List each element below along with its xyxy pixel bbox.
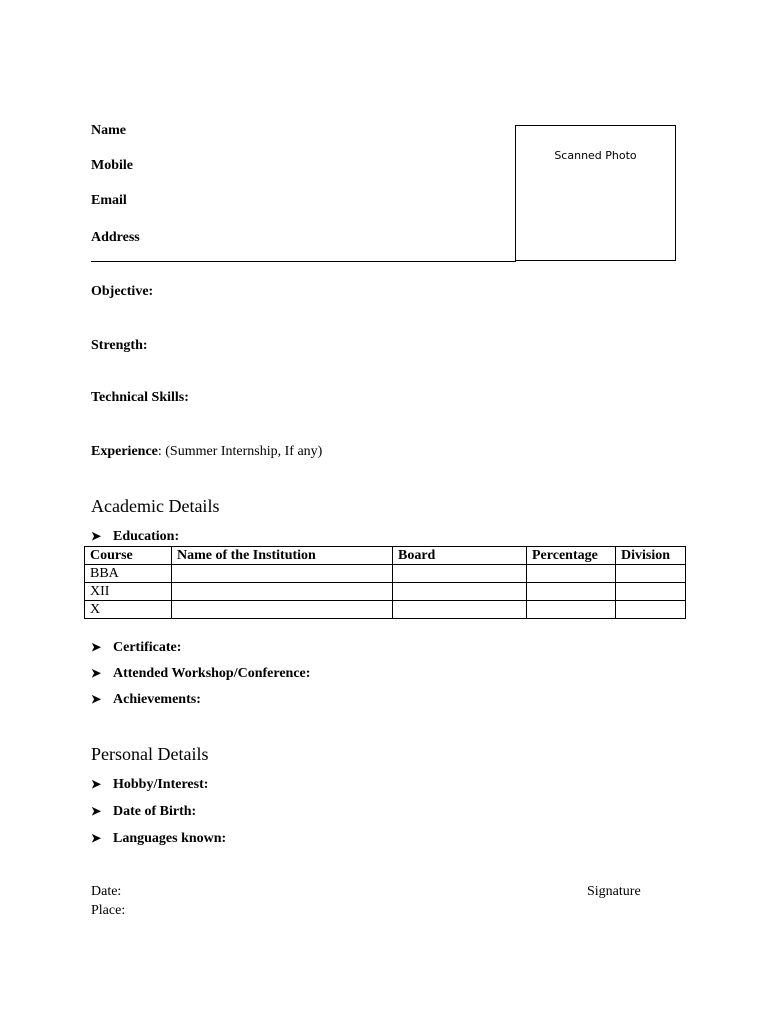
workshop-item (91, 666, 310, 682)
scanned-photo-box (515, 125, 676, 261)
education-label: Education: (113, 529, 180, 544)
table-cell (172, 583, 393, 601)
personal-details-heading: Personal Details (91, 744, 209, 764)
table-cell (393, 601, 527, 619)
column-header-percentage: Percentage (527, 547, 616, 565)
column-header-division: Division (616, 547, 686, 565)
mobile-label: Mobile (91, 158, 133, 173)
table-cell (527, 565, 616, 583)
table-row (85, 601, 686, 619)
arrow-bullet-icon: ➤ (91, 666, 102, 680)
name-label: Name (91, 123, 126, 138)
languages-item (91, 831, 226, 847)
table-cell (172, 601, 393, 619)
table-cell (616, 583, 686, 601)
column-header-institution: Name of the Institution (172, 547, 393, 565)
workshop-label: Attended Workshop/Conference: (113, 666, 311, 681)
technical-skills-label: Technical Skills: (91, 390, 189, 405)
table-cell (616, 565, 686, 583)
hobby-item (91, 777, 208, 793)
place-label: Place: (91, 903, 126, 918)
address-label: Address (91, 230, 140, 245)
table-cell (172, 565, 393, 583)
arrow-bullet-icon: ➤ (91, 529, 102, 543)
academic-details-heading: Academic Details (91, 496, 220, 516)
table-cell (393, 583, 527, 601)
column-header-course: Course (85, 547, 172, 565)
table-cell (527, 583, 616, 601)
experience-line (91, 444, 322, 460)
table-row (85, 565, 686, 583)
experience-label: Experience (91, 444, 158, 459)
table-header-row (85, 547, 686, 565)
table-cell: XII (85, 583, 172, 601)
languages-label: Languages known: (113, 831, 227, 846)
arrow-bullet-icon: ➤ (91, 640, 102, 654)
certificate-item (91, 640, 181, 656)
header-divider (91, 261, 516, 262)
certificate-label: Certificate: (113, 640, 182, 655)
table-cell: BBA (85, 565, 172, 583)
hobby-label: Hobby/Interest: (113, 777, 209, 792)
table-cell (527, 601, 616, 619)
arrow-bullet-icon: ➤ (91, 692, 102, 706)
arrow-bullet-icon: ➤ (91, 831, 102, 845)
date-label: Date: (91, 884, 122, 899)
table-cell: X (85, 601, 172, 619)
strength-label: Strength: (91, 338, 148, 353)
achievements-label: Achievements: (113, 692, 201, 707)
signature-label: Signature (587, 884, 641, 899)
dob-label: Date of Birth: (113, 804, 197, 819)
achievements-item (91, 692, 201, 708)
objective-label: Objective: (91, 284, 154, 299)
dob-item (91, 804, 196, 820)
education-table (84, 546, 686, 619)
arrow-bullet-icon: ➤ (91, 804, 102, 818)
table-cell (393, 565, 527, 583)
arrow-bullet-icon: ➤ (91, 777, 102, 791)
column-header-board: Board (393, 547, 527, 565)
scanned-photo-label: Scanned Photo (554, 149, 637, 162)
education-item (91, 529, 179, 545)
experience-note: : (Summer Internship, If any) (157, 444, 323, 459)
table-cell (616, 601, 686, 619)
email-label: Email (91, 193, 127, 208)
table-row (85, 583, 686, 601)
